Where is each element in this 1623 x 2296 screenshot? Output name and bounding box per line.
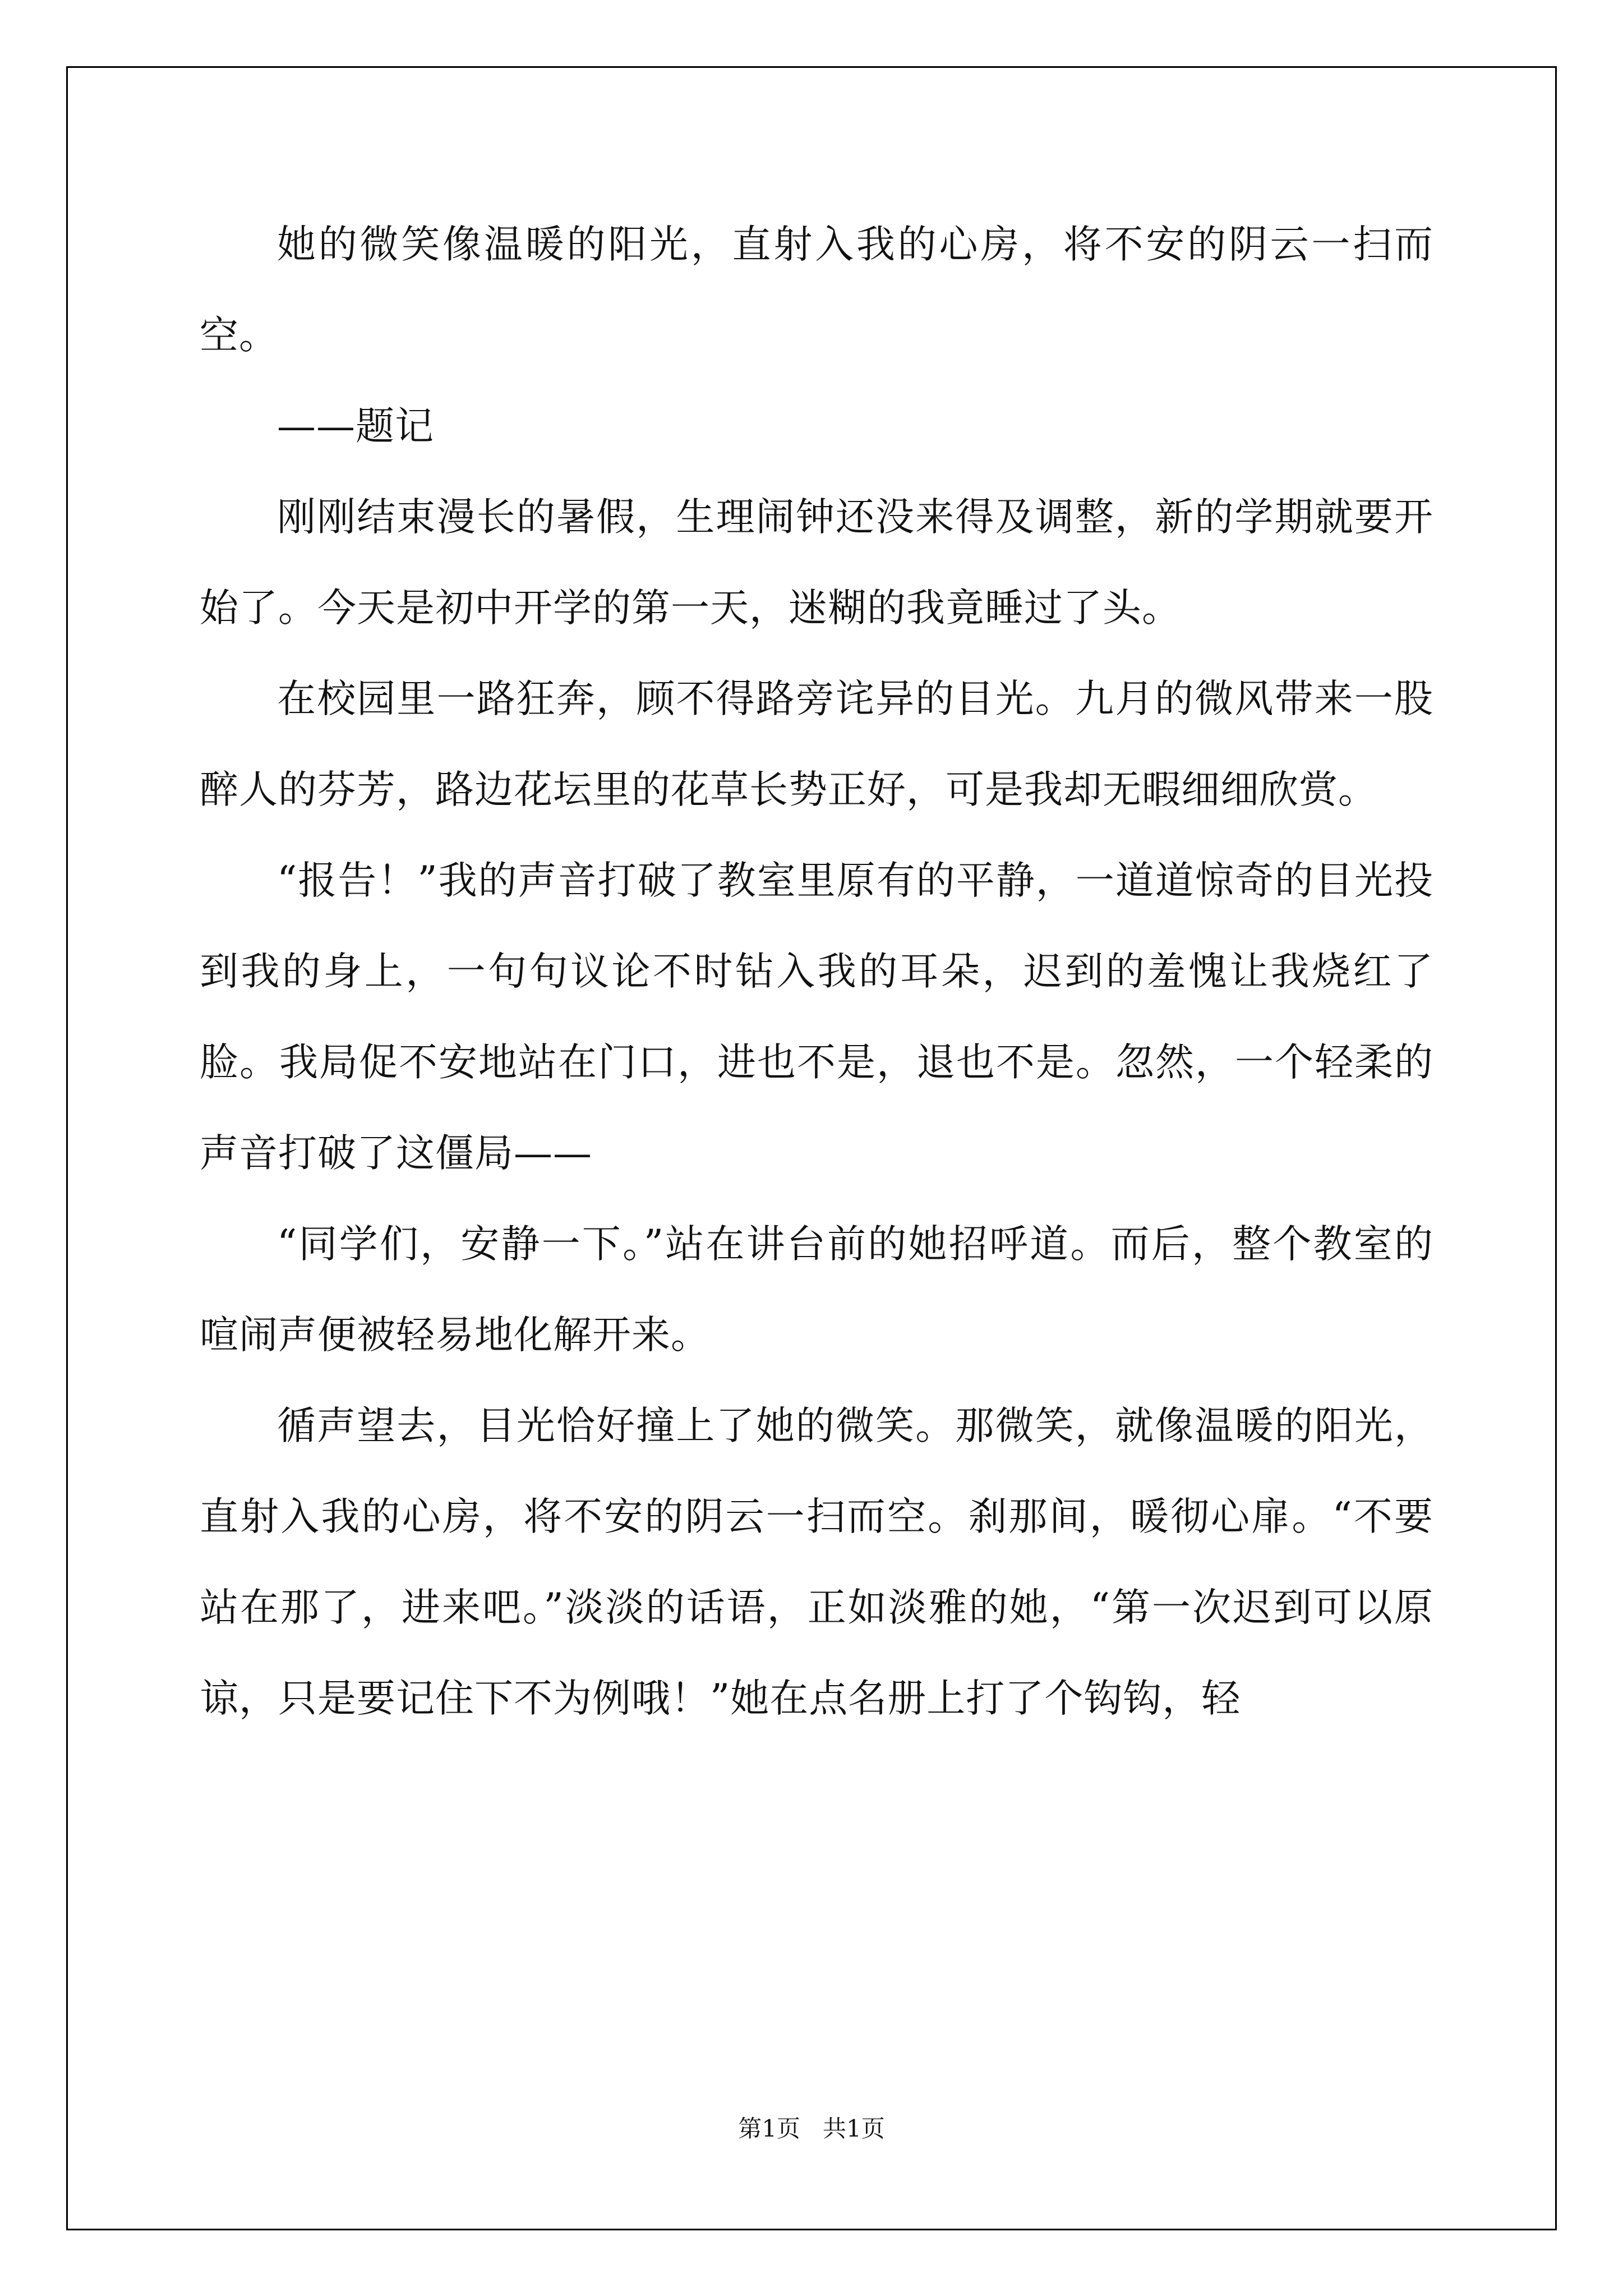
paragraph-epigraph: 她的微笑像温暖的阳光，直射入我的心房，将不安的阴云一扫而空。 xyxy=(200,222,1433,358)
paragraph-3: “报告！”我的声音打破了教室里原有的平静，一道道惊奇的目光投到我的身上，一句句议论不时钻入我的耳朵，迟到的羞愧让我烧红了脸。我局促不安地站在门口，进也不是，退也不是。忽然，一个轻柔的声音打破了这僵局—— xyxy=(200,858,1433,1176)
page-total: 共1页 xyxy=(823,2115,885,2142)
paragraph-epigraph-attribution: ——题记 xyxy=(277,404,434,449)
paragraph-4: “同学们，安静一下。”站在讲台前的她招呼道。而后，整个教室的喧闹声便被轻易地化解开来。 xyxy=(200,1222,1433,1358)
paragraph-5: 循声望去，目光恰好撞上了她的微笑。那微笑，就像温暖的阳光，直射入我的心房，将不安的阴云一扫而空。刹那间，暖彻心扉。“不要站在那了，进来吧。”淡淡的话语，正如淡雅的她，“第一次迟到可以原谅，只是要记住下不为例哦！”她在点名册上打了个钩钩，轻 xyxy=(200,1404,1433,1721)
paragraph-2: 在校园里一路狂奔，顾不得路旁诧异的目光。九月的微风带来一股醉人的芬芳，路边花坛里的花草长势正好，可是我却无暇细细欣赏。 xyxy=(200,677,1433,812)
page-number: 第1页 xyxy=(738,2115,800,2142)
paragraph-1: 刚刚结束漫长的暑假，生理闹钟还没来得及调整，新的学期就要开始了。今天是初中开学的第一天，迷糊的我竟睡过了头。 xyxy=(200,495,1433,631)
page-footer xyxy=(0,2112,1623,2146)
document-body xyxy=(200,199,1433,1744)
